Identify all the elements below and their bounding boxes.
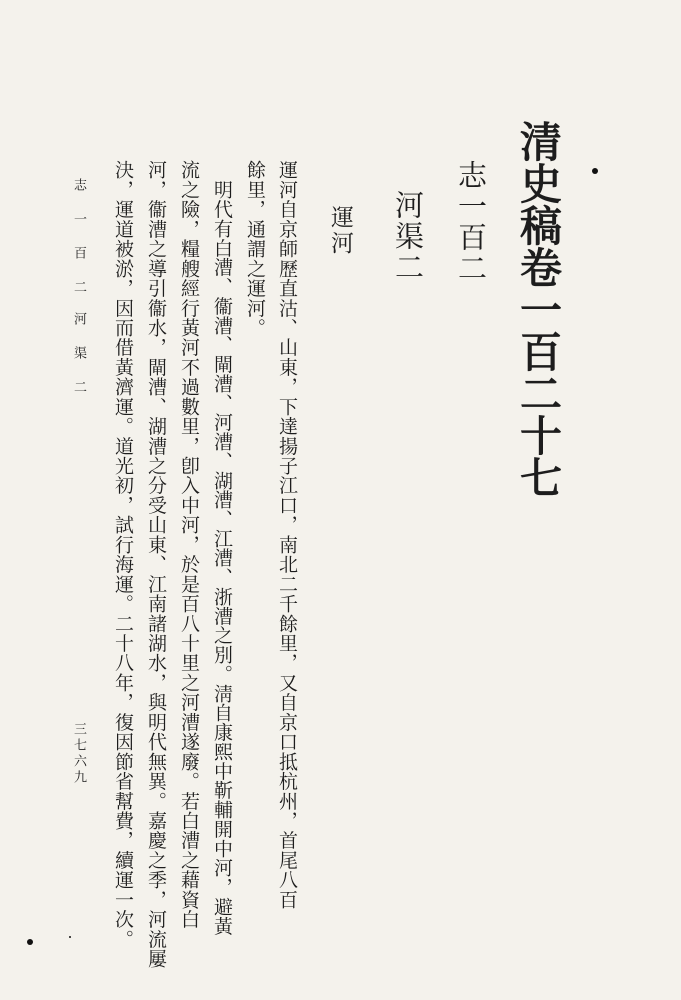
body-column-2: 餘里，通謂之運河。 — [244, 160, 266, 338]
ink-speck — [592, 168, 598, 174]
ink-speck — [27, 939, 33, 945]
book-title: 清史稿卷一百二十七 — [514, 120, 563, 498]
page-number: 三七六九 — [71, 722, 86, 786]
subsection-heading: 運河 — [327, 205, 353, 257]
volume-heading: 志一百二 — [454, 160, 488, 284]
body-column-3: 明代有白漕、衞漕、閘漕、河漕、湖漕、江漕、浙漕之別。淸自康熙中靳輔開中河，避黃 — [211, 180, 233, 936]
margin-header: 志 一 百 二 河 渠 二 — [71, 178, 86, 396]
ink-speck — [69, 936, 71, 938]
body-column-1: 運河自京師歷直沽、山東，下達揚子江口，南北二千餘里，又自京口抵杭州，首尾八百 — [276, 160, 298, 910]
section-heading: 河渠二 — [391, 190, 425, 283]
body-column-6: 決，運道被淤，因而借黃濟運。道光初，試行海運。二十八年，復因節省幫費，續運一次。 — [112, 160, 134, 949]
body-column-4: 流之險，糧艘經行黃河不過數里，卽入中河，於是百八十里之河漕遂廢。若白漕之藉資白 — [178, 160, 200, 930]
body-column-5: 河，衞漕之導引衞水，閘漕、湖漕之分受山東、江南諸湖水，與明代無異。嘉慶之季，河流屢 — [145, 160, 167, 969]
